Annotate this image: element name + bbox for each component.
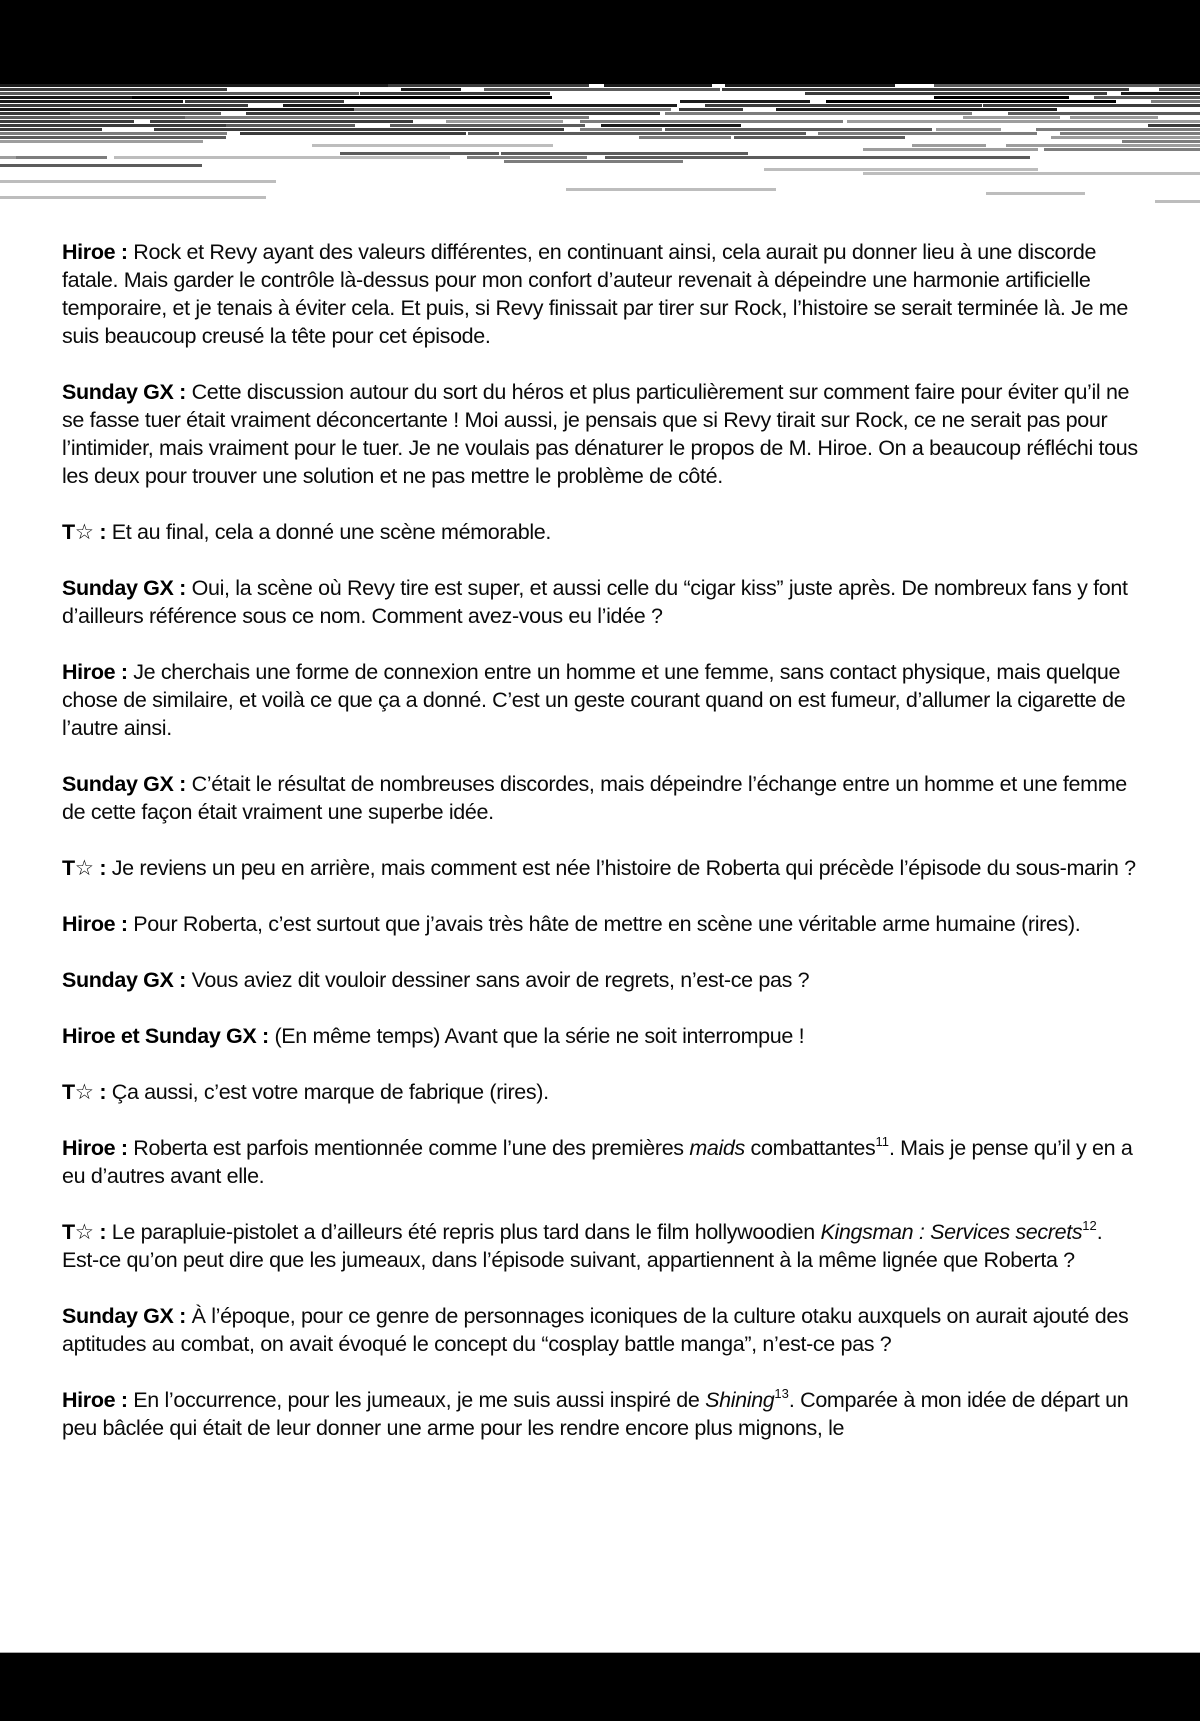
- paragraph-body: [62, 660, 1125, 740]
- speaker-label: Sunday GX :: [62, 1304, 186, 1328]
- footnote-marker: 12: [1082, 1217, 1097, 1233]
- glitch-line-segment: [0, 136, 226, 139]
- glitch-line-segment: [70, 112, 221, 115]
- glitch-line-segment: [764, 168, 1038, 171]
- speaker-label: Hiroe :: [62, 240, 128, 264]
- paragraph-body: [106, 856, 1136, 880]
- glitch-line-segment: [150, 120, 413, 123]
- interview-paragraph: [62, 966, 1142, 994]
- paragraph-body: [62, 1217, 1103, 1272]
- glitch-line-segment: [1148, 124, 1200, 127]
- text-segment: Rock et Revy ayant des valeurs différentes, en continuant ainsi, cela aurait pu donner lieu à une discorde fatale. Mais garder le contrôle là-dessus pour mon confort d’auteur revenait à dépeindre une harmonie artificielle temporaire, et je tenais à éviter cela. Et puis, si Revy finissait par tirer sur Rock, l’histoire se serait terminée là. Je me suis beaucoup creusé la tête pour cet épisode.: [62, 240, 1128, 348]
- paragraph-body: [128, 912, 1081, 936]
- speaker-label: Hiroe :: [62, 660, 128, 684]
- interview-paragraph: [62, 854, 1142, 882]
- glitch-line-segment: [0, 104, 248, 107]
- italic-text-segment: maids: [689, 1136, 745, 1160]
- glitch-line-segment: [1008, 112, 1200, 115]
- glitch-line-segment: [0, 128, 102, 131]
- text-segment: (En même temps) Avant que la série ne soit interrompue !: [274, 1024, 805, 1048]
- glitch-line-segment: [0, 164, 202, 167]
- text-segment: Vous aviez dit vouloir dessiner sans avoir de regrets, n’est-ce pas ?: [191, 968, 810, 992]
- glitch-line-segment: [566, 188, 776, 191]
- glitch-line-segment: [912, 144, 986, 147]
- glitch-line-segment: [705, 104, 982, 107]
- glitch-line-segment: [1006, 144, 1200, 147]
- speaker-label: T☆ :: [62, 520, 107, 544]
- paragraph-body: [62, 1133, 1133, 1188]
- speaker-label: Hiroe :: [62, 1388, 128, 1412]
- glitch-line-segment: [1122, 140, 1200, 143]
- text-segment: Cette discussion autour du sort du héros et plus particulièrement sur comment faire pour éviter qu’il ne se fasse tuer était vraiment déconcertante ! Moi aussi, je pensais que si Revy tirait sur Rock, ce ne serait pas pour l’intimider, mais vraiment pour le tuer. Je ne voulais pas dénaturer le propos de M. Hiroe. On a beaucoup réfléchi tous les deux pour trouver une solution et ne pas mettre le problème de côté.: [62, 380, 1138, 488]
- glitch-line-segment: [340, 152, 499, 155]
- glitch-line-segment: [240, 132, 466, 135]
- glitch-line-segment: [1159, 88, 1200, 91]
- speaker-label: Sunday GX :: [62, 576, 186, 600]
- speaker-label: T☆ :: [62, 1080, 107, 1104]
- glitch-line-segment: [0, 116, 185, 119]
- glitch-line-segment: [986, 192, 1085, 195]
- glitch-line-segment: [680, 100, 810, 103]
- glitch-line-segment: [963, 116, 1060, 119]
- glitch-line-segment: [1044, 148, 1200, 151]
- glitch-line-segment: [484, 88, 720, 91]
- glitch-line-segment: [722, 88, 1129, 91]
- italic-text-segment: Kingsman : Services secrets: [820, 1220, 1083, 1244]
- glitch-line-segment: [154, 128, 564, 131]
- glitch-line-segment: [847, 120, 1200, 123]
- glitch-line-segment: [1070, 116, 1158, 119]
- glitch-line-segment: [0, 88, 227, 91]
- paragraph-body: [62, 1385, 1129, 1440]
- glitch-line-segment: [401, 88, 461, 91]
- interview-paragraph: [62, 770, 1142, 826]
- glitch-line-segment: [504, 160, 683, 163]
- glitch-line-segment: [725, 84, 895, 87]
- text-segment: Je cherchais une forme de connexion entre un homme et une femme, sans contact physique, mais quelque chose de similaire, et voilà ce que ça a donné. C’est un geste courant quand on est fumeur, d’allumer la cigarette de l’autre ainsi.: [62, 660, 1126, 740]
- interview-paragraph: [62, 1022, 1142, 1050]
- glitch-line-segment: [1151, 100, 1200, 103]
- glitch-line-segment: [132, 96, 552, 99]
- interview-paragraph: [62, 1218, 1142, 1274]
- glitch-line-segment: [934, 96, 1069, 99]
- glitch-line-segment: [818, 132, 1037, 135]
- glitch-line-segment: [0, 140, 203, 143]
- glitch-line-segment: [388, 84, 589, 87]
- glitch-line-segment: [283, 104, 677, 107]
- glitch-line-segment: [468, 132, 806, 135]
- text-segment: En l’occurrence, pour les jumeaux, je me suis aussi inspiré de: [133, 1388, 706, 1412]
- top-black-band: [0, 0, 1200, 84]
- glitch-line-segment: [360, 92, 550, 95]
- paragraph-body: [62, 772, 1127, 824]
- paragraph-body: [62, 576, 1128, 628]
- glitch-line-segment: [312, 144, 553, 147]
- interview-paragraph: [62, 378, 1142, 490]
- glitch-line-segment: [0, 92, 359, 95]
- glitch-line-segment: [580, 128, 662, 131]
- glitch-line-segment: [0, 132, 227, 135]
- glitch-line-segment: [0, 124, 243, 127]
- glitch-line-segment: [354, 108, 671, 111]
- text-segment: Je reviens un peu en arrière, mais comment est née l’histoire de Roberta qui précède l’épisode du sous-marin ?: [111, 856, 1136, 880]
- glitch-line-segment: [501, 152, 748, 155]
- interview-paragraph: [62, 574, 1142, 630]
- glitch-line-segment: [446, 120, 563, 123]
- text-segment: À l’époque, pour ce genre de personnages iconiques de la culture otaku auxquels on aurait ajouté des aptitudes au combat, on avait évoqué le concept du “cosplay battle manga”, n’est-ce pas ?: [62, 1304, 1129, 1356]
- text-segment: Roberta est parfois mentionnée comme l’une des premières: [133, 1136, 690, 1160]
- bottom-black-band: [0, 1652, 1200, 1721]
- paragraph-body: [106, 1080, 549, 1104]
- glitch-line-segment: [0, 120, 134, 123]
- text-segment: Oui, la scène où Revy tire est super, et aussi celle du “cigar kiss” juste après. De nombreux fans y font d’ailleurs référence sous ce nom. Comment avez-vous eu l’idée ?: [62, 576, 1128, 628]
- glitch-line-segment: [16, 156, 107, 159]
- glitch-line-segment: [1094, 96, 1200, 99]
- speaker-label: Hiroe et Sunday GX :: [62, 1024, 269, 1048]
- glitch-line-segment: [734, 136, 905, 139]
- paragraph-body: [62, 1304, 1128, 1356]
- text-segment: combattantes: [744, 1136, 876, 1160]
- glitch-line-segment: [390, 124, 585, 127]
- footnote-marker: 11: [875, 1133, 889, 1149]
- italic-text-segment: Shining: [705, 1388, 775, 1412]
- interview-paragraph: [62, 910, 1142, 938]
- glitch-line-segment: [1060, 132, 1200, 135]
- glitch-line-segment: [246, 112, 660, 115]
- glitch-line-segment: [665, 128, 932, 131]
- speaker-label: Sunday GX :: [62, 968, 186, 992]
- interview-text: [62, 238, 1142, 1470]
- text-segment: Et au final, cela a donné une scène mémorable.: [111, 520, 552, 544]
- paragraph-body: [186, 968, 809, 992]
- interview-paragraph: [62, 518, 1142, 546]
- text-segment: . Mais je pense qu’il y en a eu d’autres avant elle.: [62, 1136, 1133, 1188]
- glitch-line-segment: [1051, 136, 1200, 139]
- glitch-line-segment: [0, 180, 276, 183]
- glitch-line-segment: [805, 92, 1107, 95]
- glitch-line-segment: [934, 84, 1200, 87]
- speaker-label: Sunday GX :: [62, 772, 186, 796]
- glitch-line-segment: [1036, 128, 1200, 131]
- glitch-line-segment: [580, 120, 843, 123]
- glitch-line-segment: [1121, 92, 1200, 95]
- speaker-label: Hiroe :: [62, 912, 128, 936]
- text-segment: Ça aussi, c’est votre marque de fabrique (rires).: [111, 1080, 549, 1104]
- glitch-line-segment: [936, 128, 1001, 131]
- glitch-line-segment: [467, 156, 587, 159]
- text-segment: Pour Roberta, c’est surtout que j’avais très hâte de mettre en scène une véritable arme humaine (rires).: [133, 912, 1081, 936]
- text-segment: Le parapluie-pistolet a d’ailleurs été repris plus tard dans le film hollywoodien: [111, 1220, 821, 1244]
- glitch-line-segment: [601, 124, 741, 127]
- glitch-line-segment: [863, 172, 1200, 175]
- glitch-line-segment: [863, 148, 1038, 151]
- glitch-line-segment: [185, 116, 589, 119]
- interview-paragraph: [62, 1078, 1142, 1106]
- glitch-line-segment: [776, 108, 1057, 111]
- glitch-line-segment: [0, 112, 81, 115]
- glitch-line-segment: [605, 156, 1030, 159]
- text-segment: . Est-ce qu’on peut dire que les jumeaux, dans l’épisode suivant, appartiennent à la même lignée que Roberta ?: [62, 1220, 1103, 1272]
- glitch-line-segment: [0, 196, 266, 199]
- interview-paragraph: [62, 658, 1142, 742]
- glitch-line-segment: [0, 108, 404, 111]
- interview-paragraph: [62, 1386, 1142, 1442]
- speaker-label: T☆ :: [62, 856, 107, 880]
- text-segment: C’était le résultat de nombreuses discordes, mais dépeindre l’échange entre un homme et une femme de cette façon était vraiment une superbe idée.: [62, 772, 1127, 824]
- speaker-label: T☆ :: [62, 1220, 107, 1244]
- glitch-line-segment: [114, 156, 450, 159]
- interview-paragraph: [62, 238, 1142, 350]
- speaker-label: Hiroe :: [62, 1136, 128, 1160]
- halftone-glitch-band: [0, 84, 1200, 206]
- text-segment: . Comparée à mon idée de départ un peu bâclée qui était de leur donner une arme pour les rendre encore plus mignons, le: [62, 1388, 1129, 1440]
- interview-paragraph: [62, 1134, 1142, 1190]
- glitch-line-segment: [226, 124, 355, 127]
- glitch-line-segment: [679, 108, 743, 111]
- glitch-line-segment: [1155, 200, 1200, 203]
- paragraph-body: [62, 240, 1128, 348]
- paragraph-body: [106, 520, 551, 544]
- glitch-line-segment: [639, 136, 731, 139]
- footnote-marker: 13: [774, 1385, 789, 1401]
- glitch-line-segment: [0, 100, 183, 103]
- glitch-line-segment: [826, 100, 1116, 103]
- glitch-line-segment: [604, 84, 712, 87]
- paragraph-body: [62, 380, 1138, 488]
- speaker-label: Sunday GX :: [62, 380, 186, 404]
- glitch-line-segment: [665, 112, 972, 115]
- paragraph-body: [269, 1024, 804, 1048]
- glitch-line-segment: [983, 104, 1200, 107]
- glitch-line-segment: [185, 100, 344, 103]
- interview-paragraph: [62, 1302, 1142, 1358]
- glitch-line-segment: [0, 84, 392, 87]
